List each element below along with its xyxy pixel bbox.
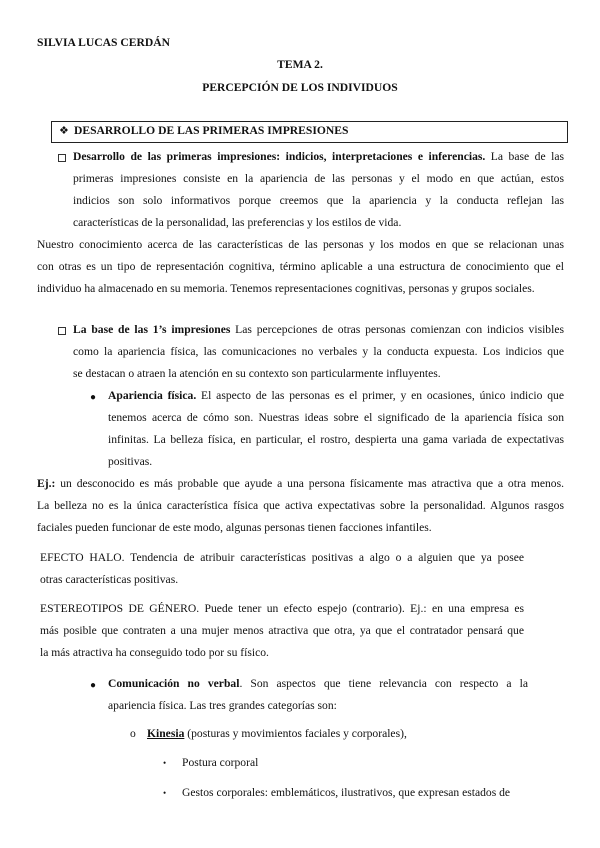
list-item: Gestos corporales: emblemáticos, ilustrativos, que expresan estados de [182, 786, 511, 799]
paragraph-line: Desarrollo de las primeras impresiones: indicios, interpretaciones e inferencias. La base de las [73, 150, 564, 163]
paragraph-line: como la apariencia física, las comunicaciones no verbales y la conducta expuesta. Los indicios que [73, 345, 564, 358]
paragraph-line: individuo ha almacenado en su memoria. Tenemos representaciones cognitivas, personas y grupos sociales. [37, 282, 535, 295]
paragraph-line: más posible que contraten a una mujer menos atractiva que otra, ya que el contratador pensará que [40, 624, 524, 637]
paragraph-line: apariencia física. Las tres grandes categorías son: [108, 699, 337, 712]
paragraph-line: Apariencia física. El aspecto de las personas es el primer, y en ocasiones, único indicio que [108, 389, 565, 402]
diamond-bullet-icon: ❖ [59, 125, 69, 137]
paragraph-line: la más atractiva ha conseguido todo por su físico. [40, 646, 269, 659]
paragraph-line: indicios son solo informativos porque creemos que la apariencia y la conducta reflejan las [73, 194, 564, 207]
paragraph-line: tenemos acerca de cómo son. Nuestras ideas sobre el significado de la apariencia física son [108, 411, 564, 424]
paragraph-line: faciales pueden funcionar de este modo, algunas personas tienen facciones infantiles. [37, 521, 432, 534]
paragraph-line: ESTEREOTIPOS DE GÉNERO. Puede tener un efecto espejo (contrario). Ej.: en una empresa es [40, 602, 524, 615]
paragraph-line: Comunicación no verbal. Son aspectos que tiene relevancia con respecto a la [108, 677, 528, 690]
round-bullet-icon: ● [90, 392, 97, 403]
section-heading-box [51, 121, 568, 143]
paragraph-line: La belleza no es la única característica física que activa expectativas sobre la personalidad. Algunos rasgos [37, 499, 564, 512]
paragraph-line: con otras es un tipo de representación cognitiva, término aplicable a una estructura de conocimiento que el [37, 260, 564, 273]
paragraph-line: características de la personalidad, las preferencias y los estilos de vida. [73, 216, 402, 229]
paragraph-line: se destacan o atraen la atención en su contexto son particularmente influyentes. [73, 367, 441, 380]
kinesia-line: Kinesia (posturas y movimientos faciales y corporales), [147, 727, 407, 740]
round-bullet-icon: ● [90, 680, 97, 691]
paragraph-line: infinitas. La belleza física, en particular, el rostro, despierta una gama variada de expectativas [108, 433, 564, 446]
page-title: PERCEPCIÓN DE LOS INDIVIDUOS [202, 81, 398, 94]
paragraph-line: La base de las 1’s impresiones Las percepciones de otras personas comienzan con indicios visibles [73, 323, 564, 336]
paragraph-line: EFECTO HALO. Tendencia de atribuir características positivas a algo o a alguien que ya posee [40, 551, 524, 564]
paragraph-line: otras características positivas. [40, 573, 179, 586]
paragraph-line: positivas. [108, 455, 153, 468]
paragraph-line: primeras impresiones consiste en la apariencia de las personas y el modo en que actúan, estos [73, 172, 564, 185]
checkbox-bullet-icon [58, 154, 66, 162]
small-bullet-icon: • [163, 788, 167, 798]
author-name: SILVIA LUCAS CERDÁN [37, 36, 170, 49]
tema-label: TEMA 2. [277, 58, 323, 71]
paragraph-line: Nuestro conocimiento acerca de las características de las personas y los modos en que se relacionan unas [37, 238, 564, 251]
small-bullet-icon: • [163, 758, 167, 768]
example-line: Ej.: un desconocido es más probable que ayude a una persona físicamente mas atractiva que a otra menos. [37, 477, 564, 490]
checkbox-bullet-icon [58, 327, 66, 335]
section-heading: DESARROLLO DE LAS PRIMERAS IMPRESIONES [74, 124, 349, 137]
circle-bullet-icon: o [130, 727, 136, 740]
list-item: Postura corporal [182, 756, 259, 769]
